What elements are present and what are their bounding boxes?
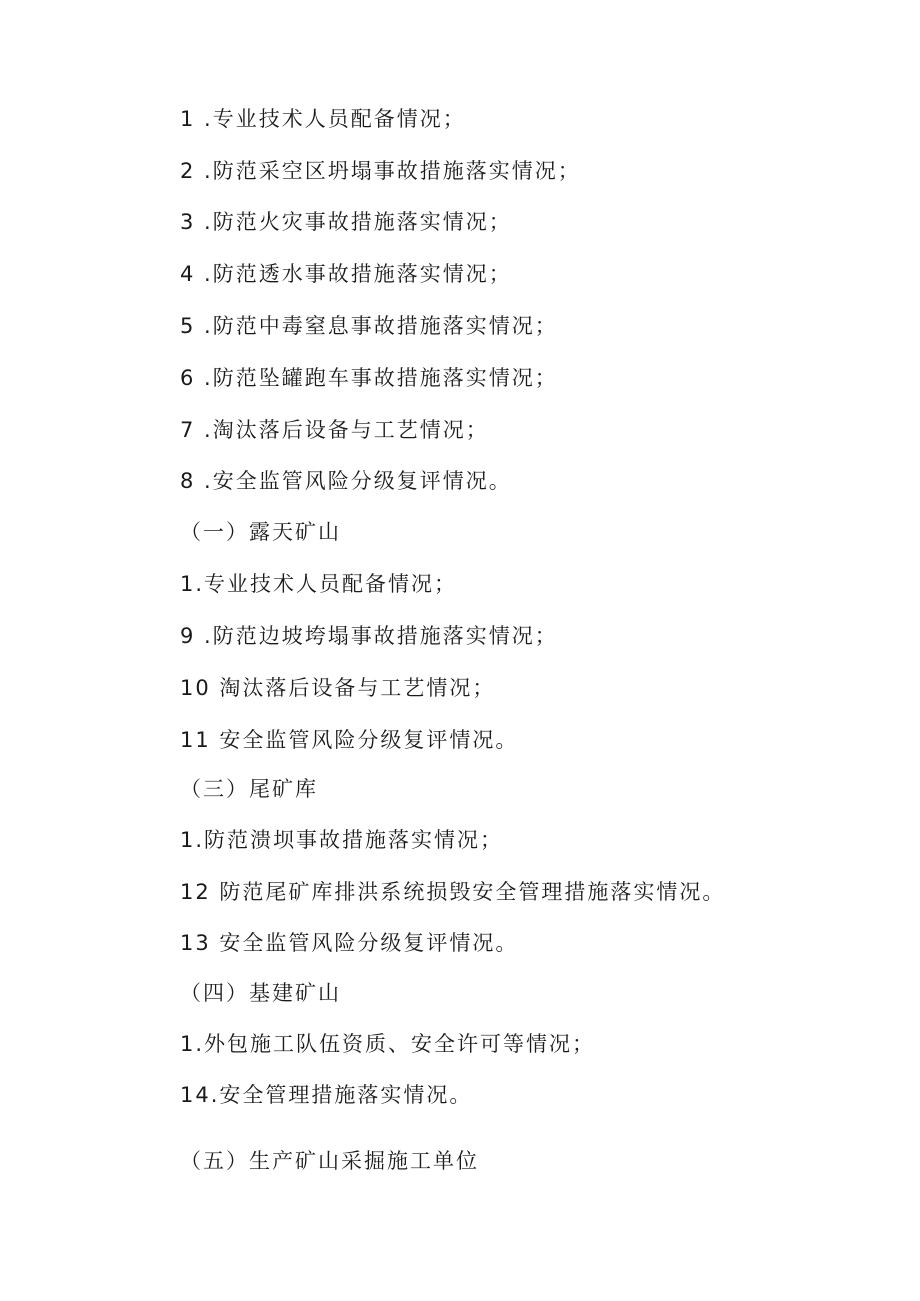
list-item: 4 .防范透水事故措施落实情况； [180, 262, 512, 286]
list-item: 6 .防范坠罐跑车事故措施落实情况； [180, 366, 558, 390]
list-item: 10 淘汰落后设备与工艺情况； [180, 676, 496, 700]
section-heading: （五）生产矿山采掘施工单位 [180, 1149, 479, 1173]
list-item: 14.安全管理措施落实情况。 [180, 1083, 473, 1107]
list-item: 2 .防范采空区坍塌事故措施落实情况； [180, 159, 581, 183]
list-item: 9 .防范边坡垮塌事故措施落实情况； [180, 624, 558, 648]
section-heading: （四）基建矿山 [180, 981, 341, 1005]
list-item: 1 .专业技术人员配备情况； [180, 107, 466, 131]
list-item: 7 .淘汰落后设备与工艺情况； [180, 418, 489, 442]
list-item: 11 安全监管风险分级复评情况。 [180, 728, 519, 752]
section-heading: （一）露天矿山 [180, 520, 341, 544]
list-item: 12 防范尾矿库排洪系统损毁安全管理措施落实情况。 [180, 880, 726, 904]
list-item: 8 .安全监管风险分级复评情况。 [180, 469, 512, 493]
list-item: 3 .防范火灾事故措施落实情况； [180, 210, 512, 234]
list-item: 5 .防范中毒窒息事故措施落实情况； [180, 314, 558, 338]
list-item: 1.防范溃坝事故措施落实情况； [180, 828, 504, 852]
list-item: 1.专业技术人员配备情况； [180, 572, 458, 596]
list-item: 13 安全监管风险分级复评情况。 [180, 931, 519, 955]
list-item: 1.外包施工队伍资质、安全许可等情况； [180, 1032, 596, 1056]
section-heading: （三）尾矿库 [180, 777, 318, 801]
